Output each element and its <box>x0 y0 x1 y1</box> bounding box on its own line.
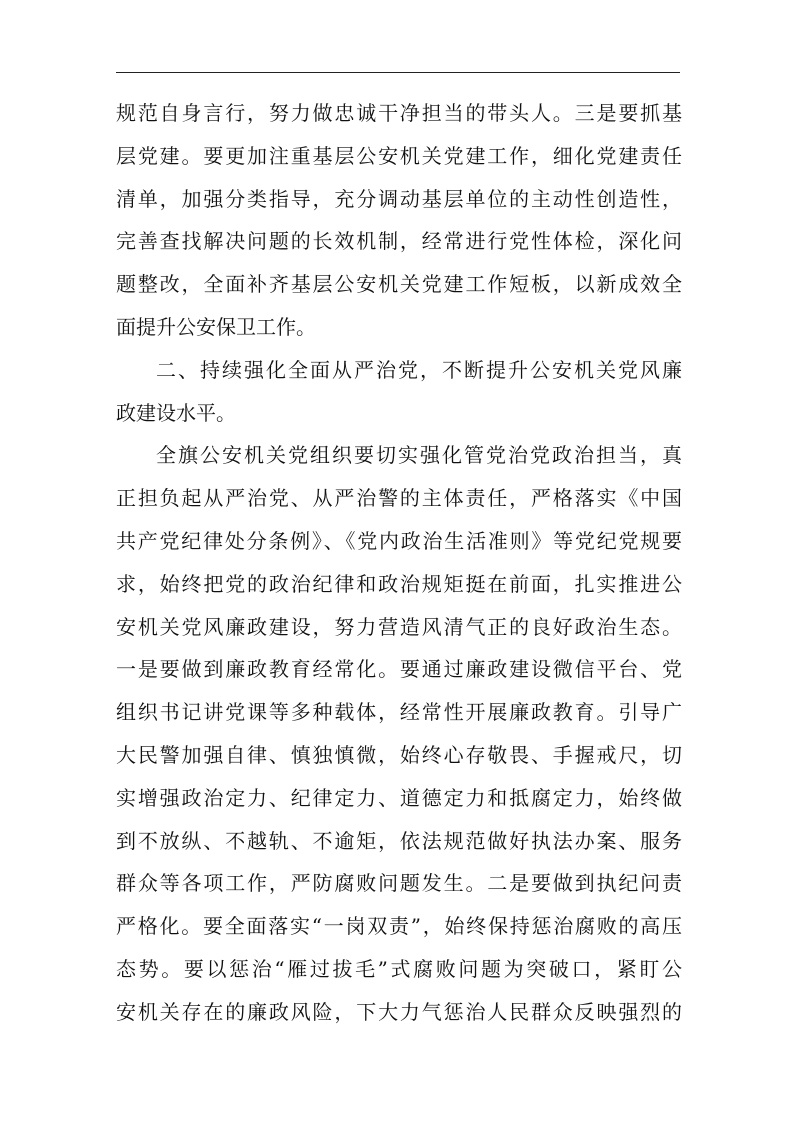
text-line: 完善查找解决问题的长效机制，经常进行党性体检，深化问 <box>116 229 682 254</box>
text-line: 清单，加强分类指导，充分调动基层单位的主动性创造性， <box>116 186 682 211</box>
text-line: 正担负起从严治党、从严治警的主体责任，严格落实《中国 <box>116 486 682 511</box>
text-line: 大民警加强自律、慎独慎微，始终心存敬畏、手握戒尺，切 <box>116 742 682 767</box>
text-line: 政建设水平。 <box>116 400 236 425</box>
text-line: 层党建。要更加注重基层公安机关党建工作，细化党建责任 <box>116 143 682 168</box>
text-line: 实增强政治定力、纪律定力、道德定力和抵腐定力，始终做 <box>116 785 682 810</box>
text-line: 规范自身言行，努力做忠诚干净担当的带头人。三是要抓基 <box>116 101 682 125</box>
text-line: 求，始终把党的政治纪律和政治规矩挺在前面，扎实推进公 <box>116 571 682 596</box>
text-line: 严格化。要全面落实“一岗双责”，始终保持惩治腐败的高压 <box>116 914 682 939</box>
text-line: 全旗公安机关党组织要切实强化管党治党政治担当，真 <box>156 443 682 468</box>
text-line: 安机关党风廉政建设，努力营造风清气正的良好政治生态。 <box>116 614 682 639</box>
text-line: 共产党纪律处分条例》、《党内政治生活准则》等党纪党规要 <box>116 528 682 553</box>
text-line: 态势。要以惩治“雁过拔毛”式腐败问题为突破口，紧盯公 <box>116 956 682 981</box>
text-line: 一是要做到廉政教育经常化。要通过廉政建设微信平台、党 <box>116 657 682 682</box>
text-line: 到不放纵、不越轨、不逾矩，依法规范做好执法办案、服务 <box>116 828 682 853</box>
text-line: 题整改，全面补齐基层公安机关党建工作短板，以新成效全 <box>116 272 682 297</box>
document-body <box>116 92 682 1034</box>
text-line: 组织书记讲党课等多种载体，经常性开展廉政教育。引导广 <box>116 700 682 725</box>
text-line: 面提升公安保卫工作。 <box>116 314 316 339</box>
text-line: 二、持续强化全面从严治党，不断提升公安机关党风廉 <box>156 357 682 382</box>
header-rule <box>116 72 680 73</box>
text-line: 安机关存在的廉政风险，下大力气惩治人民群众反映强烈的 <box>116 999 682 1024</box>
text-line: 群众等各项工作，严防腐败问题发生。二是要做到执纪问责 <box>116 871 682 896</box>
